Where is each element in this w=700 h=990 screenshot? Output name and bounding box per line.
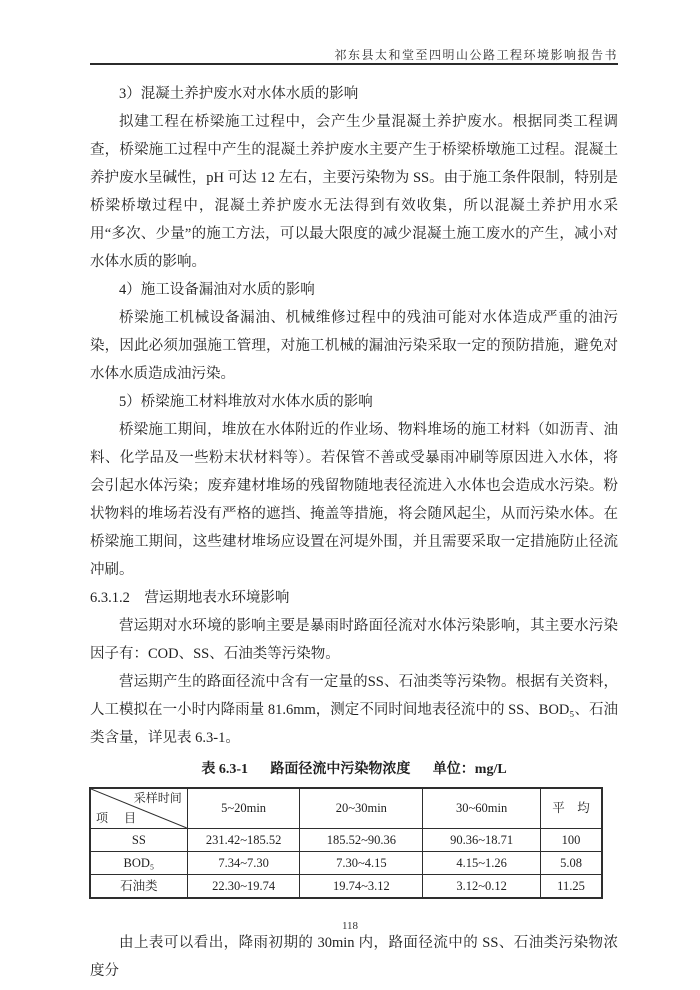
table-cell: 22.30~19.74 bbox=[187, 875, 300, 899]
section-heading-6312: 6.3.1.2 营运期地表水环境影响 bbox=[90, 590, 290, 606]
table-cell: 231.42~185.52 bbox=[187, 829, 300, 852]
row-label: SS bbox=[90, 829, 187, 852]
header-title: 祁东县太和堂至四明山公路工程环境影响报告书 bbox=[334, 48, 618, 62]
table-cell: 19.74~3.12 bbox=[300, 875, 423, 899]
table-row-bod5 bbox=[90, 852, 602, 875]
table-unit: 单位：mg/L bbox=[432, 762, 507, 777]
table-cell: 185.52~90.36 bbox=[300, 829, 423, 852]
table-cell: 7.34~7.30 bbox=[187, 852, 300, 875]
row-label: 石油类 bbox=[90, 875, 187, 899]
table-title bbox=[90, 759, 618, 781]
table-header-row bbox=[90, 788, 602, 829]
heading-material-stacking: 5）桥梁施工材料堆放对水体水质的影响 bbox=[119, 394, 373, 410]
table-cell: 3.12~0.12 bbox=[423, 875, 541, 899]
paragraph-operation-impact: 营运期对水环境的影响主要是暴雨时路面径流对水体污染影响，其主要水污染因子有：COD、SS、石油类等污染物。 bbox=[90, 618, 618, 662]
paragraph-conclusion: 由上表可以看出，降雨初期的 30min 内，路面径流中的 SS、石油类污染物浓度分 bbox=[90, 935, 618, 979]
page-number: 118 bbox=[341, 920, 359, 932]
corner-label-sampling-time: 采样时间 bbox=[133, 791, 182, 805]
table-caption: 路面径流中污染物浓度 bbox=[270, 762, 411, 777]
page-header bbox=[90, 46, 618, 63]
column-header: 平 均 bbox=[541, 788, 602, 829]
row-label: BOD₅ bbox=[90, 852, 187, 875]
column-header: 30~60min bbox=[423, 788, 541, 829]
table-cell: 11.25 bbox=[541, 875, 602, 899]
table-cell: 4.15~1.26 bbox=[423, 852, 541, 875]
table-cell: 5.08 bbox=[541, 852, 602, 875]
header-rule bbox=[90, 63, 618, 65]
table-corner-cell bbox=[90, 788, 187, 829]
column-header: 5~20min bbox=[187, 788, 300, 829]
table-number: 表 6.3-1 bbox=[201, 762, 248, 777]
table-cell: 90.36~18.71 bbox=[423, 829, 541, 852]
paragraph-concrete-curing: 拟建工程在桥梁施工过程中，会产生少量混凝土养护废水。根据同类工程调查，桥梁施工过程中产生的混凝土养护废水主要产生于桥梁桥墩施工过程。混凝土养护废水呈碱性，pH 可达 12 左右，主要污染物为 SS。由于施工条件限制，特别是桥梁桥墩过程中，混凝土养护废水无法得到有效收集，所以混凝土养护用水采用“多次、少量”的施工方法，可以最大限度的减少混凝土施工废水的产生，减小对水体水质的影响。 bbox=[90, 114, 618, 270]
heading-concrete-curing: 3）混凝土养护废水对水体水质的影响 bbox=[119, 86, 359, 102]
corner-label-item: 项 目 bbox=[96, 811, 139, 825]
table-row-petroleum bbox=[90, 875, 602, 899]
table-cell: 7.30~4.15 bbox=[300, 852, 423, 875]
pollutant-concentration-table bbox=[89, 787, 603, 899]
table-row-ss bbox=[90, 829, 602, 852]
table-cell: 100 bbox=[541, 829, 602, 852]
document-body bbox=[90, 80, 618, 985]
paragraph-runoff-test: 营运期产生的路面径流中含有一定量的SS、石油类等污染物。根据有关资料，人工模拟在一小时内降雨量 81.6mm，测定不同时间地表径流中的 SS、BOD₅、石油类含量，详见表 6.3-1。 bbox=[90, 674, 618, 746]
column-header: 20~30min bbox=[300, 788, 423, 829]
paragraph-equipment-oil-leak: 桥梁施工机械设备漏油、机械维修过程中的残油可能对水体造成严重的油污染，因此必须加强施工管理，对施工机械的漏油污染采取一定的预防措施，避免对水体水质造成油污染。 bbox=[90, 310, 618, 382]
heading-equipment-oil-leak: 4）施工设备漏油对水质的影响 bbox=[119, 282, 315, 298]
paragraph-material-stacking: 桥梁施工期间，堆放在水体附近的作业场、物料堆场的施工材料（如沥青、油料、化学品及一些粉末状材料等）。若保管不善或受暴雨冲刷等原因进入水体，将会引起水体污染；废弃建材堆场的残留物随地表径流进入水体也会造成水污染。粉状物料的堆场若没有严格的遮挡、掩盖等措施，将会随风起尘，从而污染水体。在桥梁施工期间，这些建材堆场应设置在河堤外围，并且需要采取一定措施防止径流冲刷。 bbox=[90, 422, 618, 578]
